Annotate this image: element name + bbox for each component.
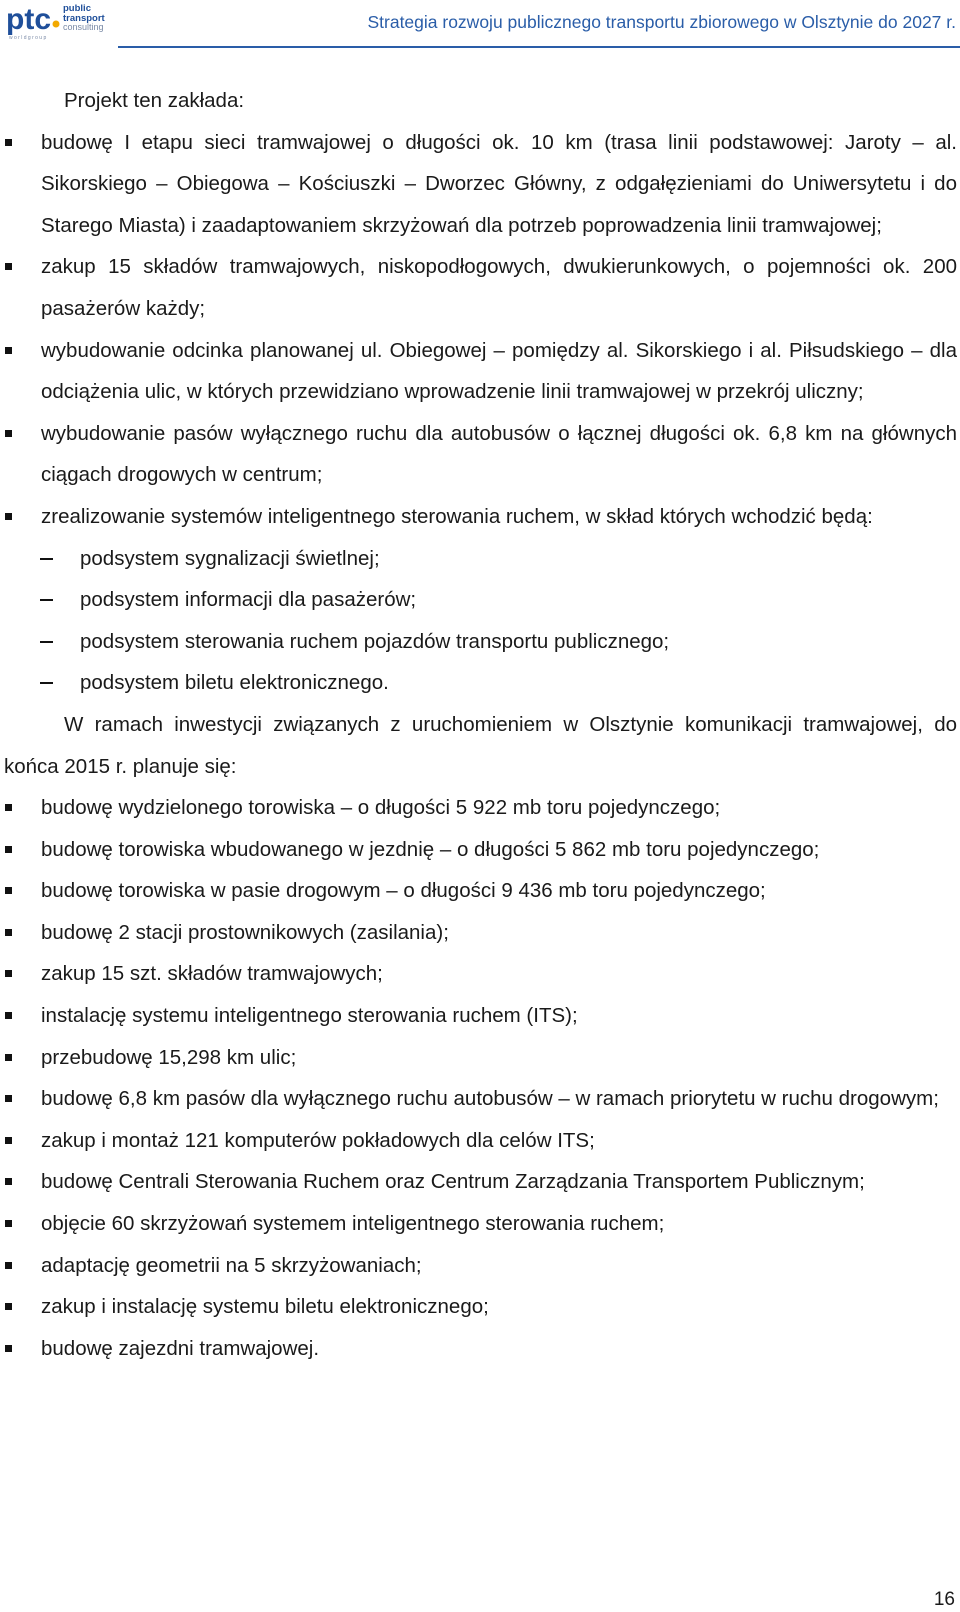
list-item: budowę torowiska w pasie drogowym – o długości 9 436 mb toru pojedynczego; xyxy=(0,870,960,912)
bullet-icon xyxy=(5,929,12,936)
intro-paragraph: Projekt ten zakłada: xyxy=(64,89,245,112)
bullet-icon xyxy=(5,1012,12,1019)
svg-text:ptc: ptc xyxy=(6,3,51,36)
bullet-icon xyxy=(5,430,12,437)
list-item: podsystem sterowania ruchem pojazdów transportu publicznego; xyxy=(0,621,960,663)
document-title: Strategia rozwoju publicznego transportu zbiorowego w Olsztynie do 2027 r. xyxy=(367,12,956,32)
dash-icon xyxy=(40,599,53,601)
list-item: zrealizowanie systemów inteligentnego sterowania ruchem, w skład których wchodzić będą: xyxy=(0,496,960,538)
list-item: objęcie 60 skrzyżowań systemem inteligentnego sterowania ruchem; xyxy=(0,1203,960,1245)
investment-list xyxy=(0,787,960,1369)
bullet-icon xyxy=(5,263,12,270)
list-item: zakup i instalację systemu biletu elektronicznego; xyxy=(0,1286,960,1328)
header-divider xyxy=(118,46,960,48)
page-header xyxy=(0,0,960,50)
document-body xyxy=(0,80,960,1369)
investment-paragraph: W ramach inwestycji związanych z uruchomieniem w Olsztynie komunikacji tramwajowej, do końca 2015 r. planuje się: xyxy=(4,712,957,778)
list-item: budowę I etapu sieci tramwajowej o długości ok. 10 km (trasa linii podstawowej: Jaroty – al. Sikorskiego – Obiegowa – Kościuszki – Dworzec Główny, z odgałęzieniami do Uniwersytetu i do Starego Miasta) i zaadaptowaniem skrzyżowań dla potrzeb poprowadzenia linii tramwajowej; xyxy=(0,122,960,247)
bullet-icon xyxy=(5,1262,12,1269)
list-item: podsystem sygnalizacji świetlnej; xyxy=(0,538,960,580)
list-item: budowę wydzielonego torowiska – o długości 5 922 mb toru pojedynczego; xyxy=(0,787,960,829)
bullet-icon xyxy=(5,1178,12,1185)
bullet-icon xyxy=(5,513,12,520)
list-item: budowę 2 stacji prostownikowych (zasilania); xyxy=(0,912,960,954)
bullet-icon xyxy=(5,139,12,146)
dash-icon xyxy=(40,682,53,684)
list-item: wybudowanie pasów wyłącznego ruchu dla autobusów o łącznej długości ok. 6,8 km na głównych ciągach drogowych w centrum; xyxy=(0,413,960,496)
svg-text:consulting: consulting xyxy=(63,22,104,32)
bullet-icon xyxy=(5,1345,12,1352)
list-item: zakup 15 składów tramwajowych, niskopodłogowych, dwukierunkowych, o pojemności ok. 200 pasażerów każdy; xyxy=(0,246,960,329)
bullet-icon xyxy=(5,804,12,811)
list-item: zakup i montaż 121 komputerów pokładowych dla celów ITS; xyxy=(0,1120,960,1162)
svg-text:transport: transport xyxy=(63,13,105,24)
subsystem-list xyxy=(0,538,960,704)
list-item: podsystem biletu elektronicznego. xyxy=(0,662,960,704)
bullet-icon xyxy=(5,846,12,853)
svg-text:w o r l d g r o u p: w o r l d g r o u p xyxy=(9,35,47,41)
bullet-icon xyxy=(5,1137,12,1144)
ptc-logo xyxy=(6,2,110,42)
list-item: przebudowę 15,298 km ulic; xyxy=(0,1037,960,1079)
bullet-icon xyxy=(5,1220,12,1227)
project-list xyxy=(0,122,960,538)
bullet-icon xyxy=(5,1054,12,1061)
list-item: budowę zajezdni tramwajowej. xyxy=(0,1328,960,1370)
bullet-icon xyxy=(5,1095,12,1102)
list-item: zakup 15 szt. składów tramwajowych; xyxy=(0,953,960,995)
bullet-icon xyxy=(5,1303,12,1310)
bullet-icon xyxy=(5,347,12,354)
dash-icon xyxy=(40,558,53,560)
svg-text:public: public xyxy=(63,3,91,14)
dash-icon xyxy=(40,641,53,643)
list-item: wybudowanie odcinka planowanej ul. Obiegowej – pomiędzy al. Sikorskiego i al. Piłsudskiego – dla odciążenia ulic, w których przewidziano wprowadzenie linii tramwajowej w przekrój uliczny; xyxy=(0,330,960,413)
list-item: budowę torowiska wbudowanego w jezdnię – o długości 5 862 mb toru pojedynczego; xyxy=(0,829,960,871)
list-item: budowę Centrali Sterowania Ruchem oraz Centrum Zarządzania Transportem Publicznym; xyxy=(0,1161,960,1203)
bullet-icon xyxy=(5,970,12,977)
list-item: adaptację geometrii na 5 skrzyżowaniach; xyxy=(0,1245,960,1287)
page-number: 16 xyxy=(933,1589,955,1610)
list-item: podsystem informacji dla pasażerów; xyxy=(0,579,960,621)
bullet-icon xyxy=(5,887,12,894)
list-item: budowę 6,8 km pasów dla wyłącznego ruchu autobusów – w ramach priorytetu w ruchu drogowym; xyxy=(0,1078,960,1120)
list-item: instalację systemu inteligentnego sterowania ruchem (ITS); xyxy=(0,995,960,1037)
